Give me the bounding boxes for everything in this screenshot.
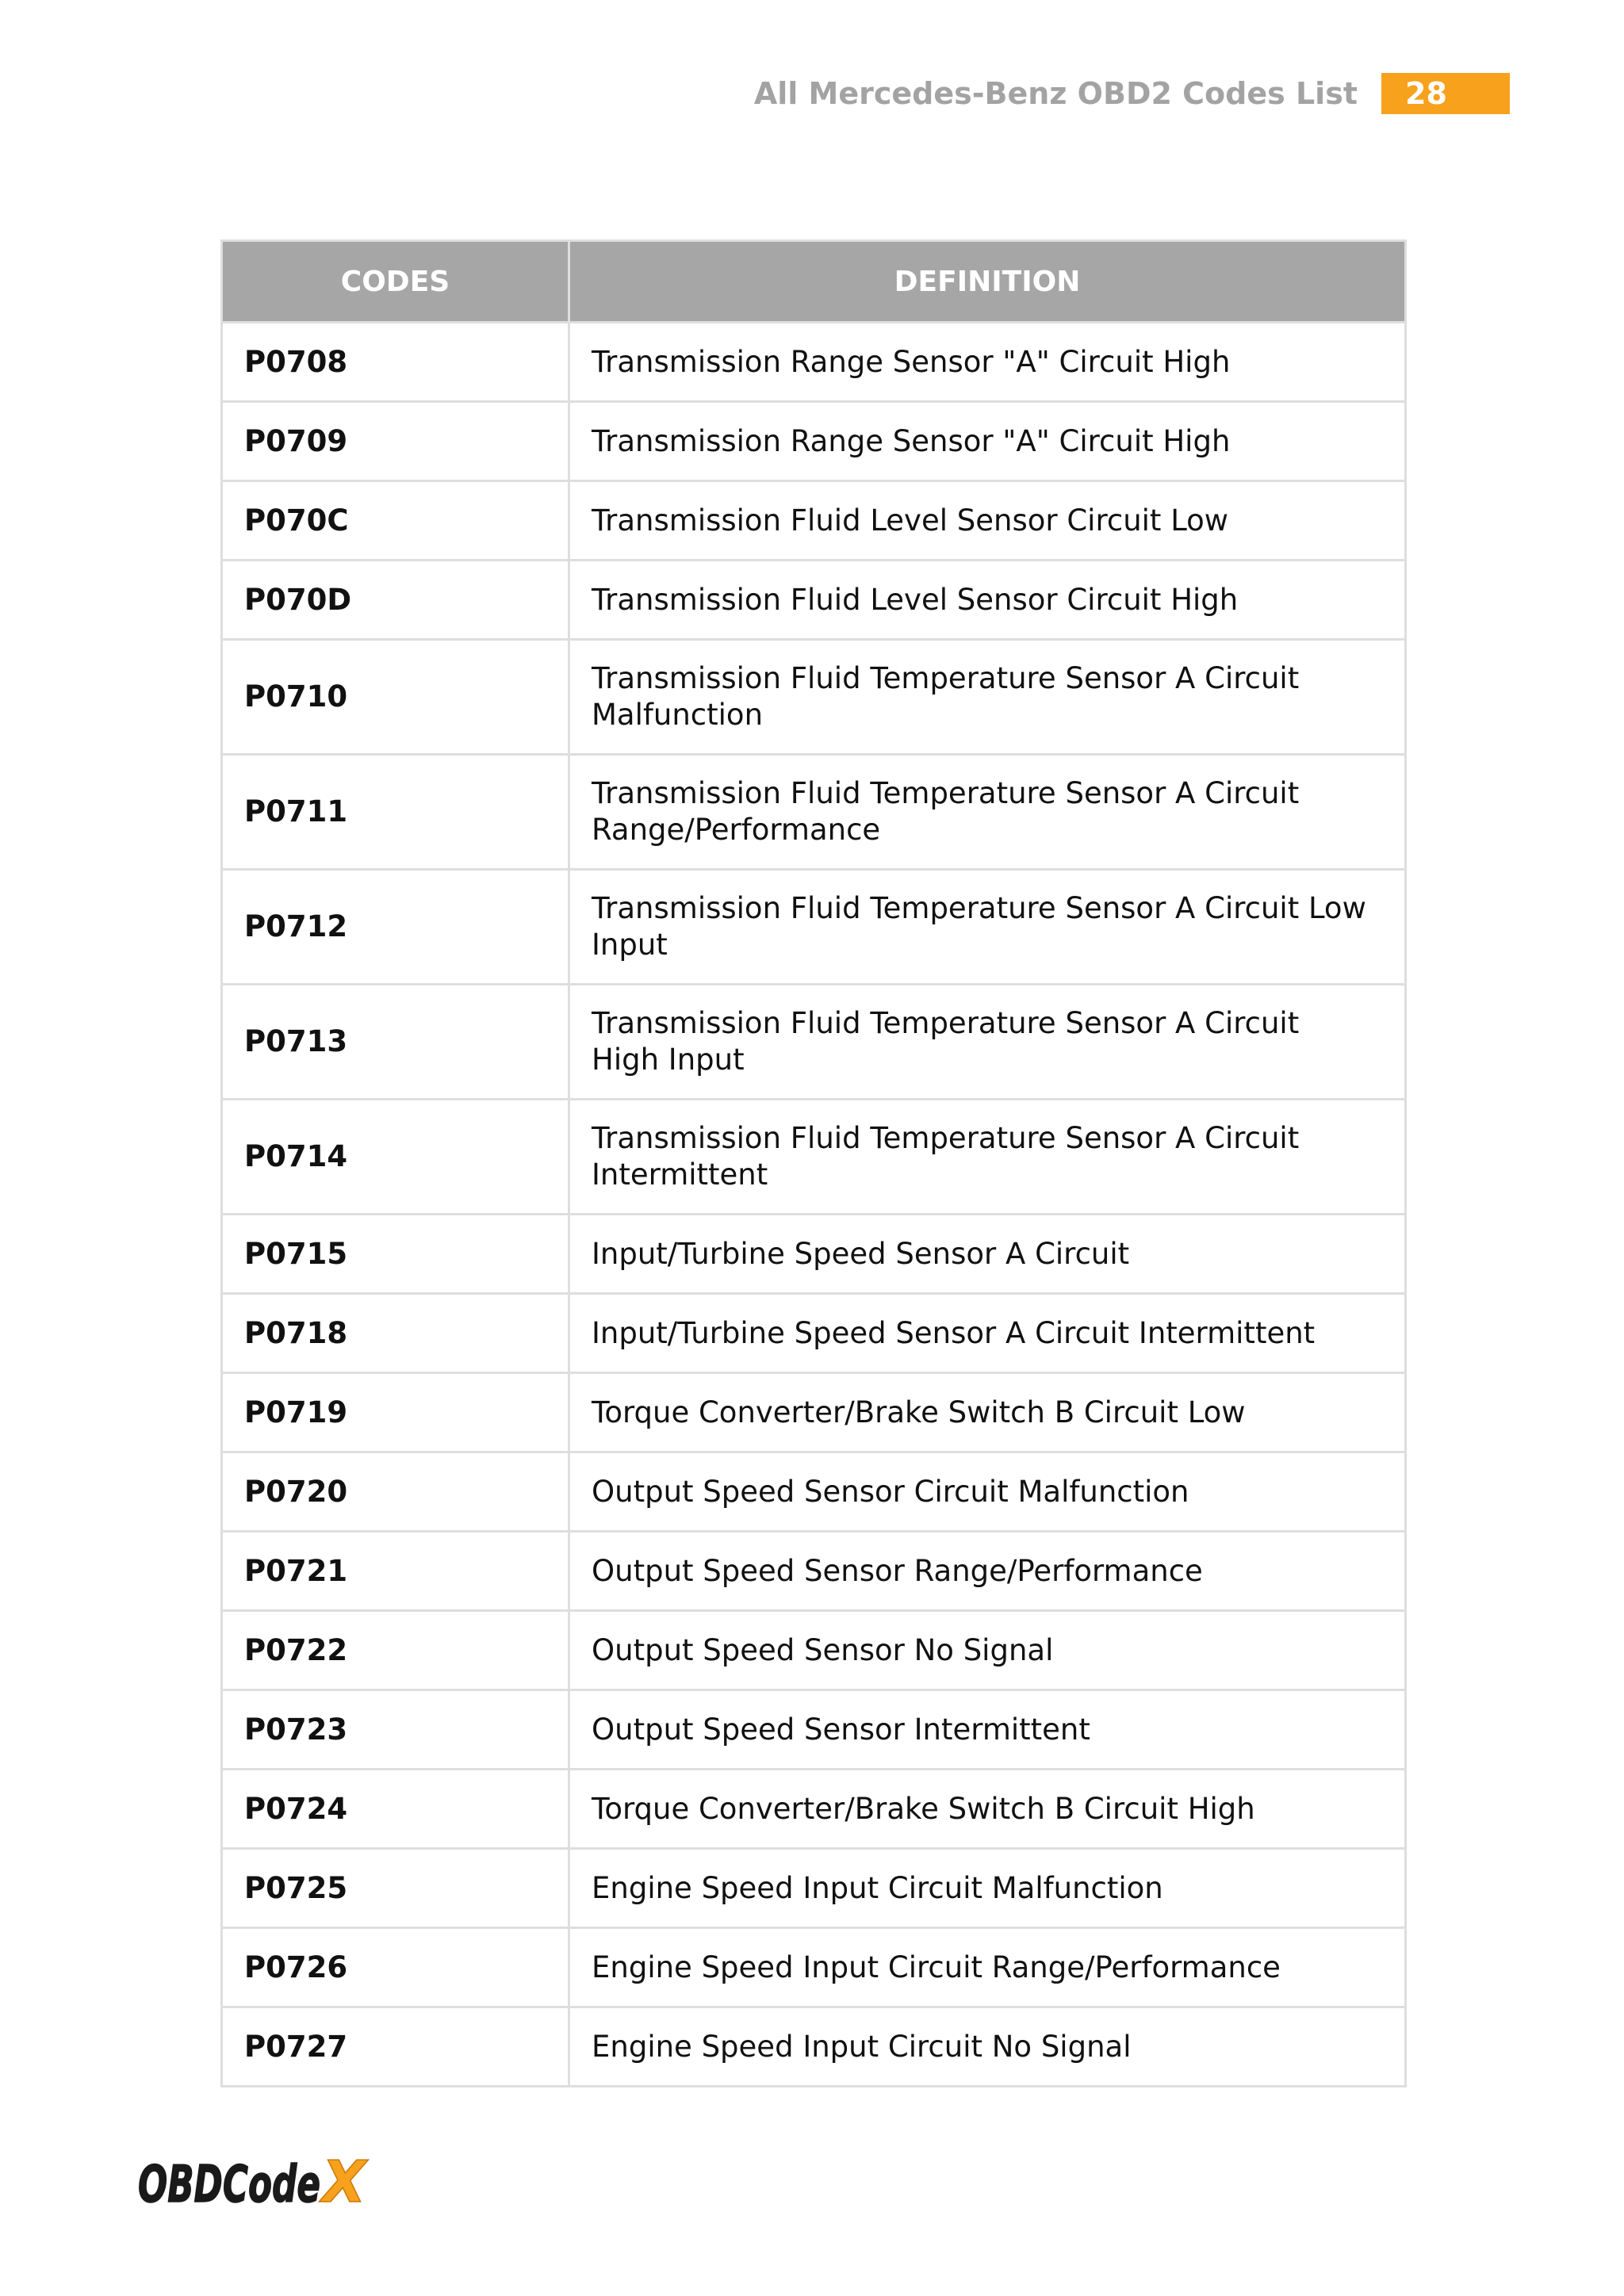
definition-cell: Output Speed Sensor Circuit Malfunction (569, 1452, 1406, 1532)
definition-cell: Output Speed Sensor No Signal (569, 1611, 1406, 1690)
code-cell: P070C (222, 481, 569, 561)
table-row (222, 402, 1406, 481)
code-cell: P0709 (222, 402, 569, 481)
definition-cell: Input/Turbine Speed Sensor A Circuit (569, 1215, 1406, 1294)
document-title: All Mercedes-Benz OBD2 Codes List (753, 76, 1358, 111)
code-cell: P0713 (222, 985, 569, 1100)
table-row (222, 1100, 1406, 1215)
definition-cell: Transmission Fluid Temperature Sensor A Circuit High Input (569, 985, 1406, 1100)
definition-cell: Engine Speed Input Circuit No Signal (569, 2007, 1406, 2087)
code-cell: P070D (222, 561, 569, 640)
page-header (754, 73, 1510, 114)
definition-cell: Torque Converter/Brake Switch B Circuit Low (569, 1373, 1406, 1452)
code-cell: P0715 (222, 1215, 569, 1294)
table-row (222, 1532, 1406, 1611)
code-cell: P0708 (222, 323, 569, 402)
table-row (222, 561, 1406, 640)
definition-cell: Transmission Range Sensor "A" Circuit High (569, 402, 1406, 481)
code-cell: P0711 (222, 755, 569, 870)
code-cell: P0725 (222, 1849, 569, 1928)
definition-cell: Transmission Fluid Level Sensor Circuit High (569, 561, 1406, 640)
definition-cell: Transmission Range Sensor "A" Circuit High (569, 323, 1406, 402)
definition-cell: Transmission Fluid Level Sensor Circuit Low (569, 481, 1406, 561)
page-number-badge: 28 (1381, 73, 1510, 114)
code-cell: P0722 (222, 1611, 569, 1690)
code-cell: P0710 (222, 640, 569, 755)
code-cell: P0712 (222, 870, 569, 985)
definition-cell: Output Speed Sensor Range/Performance (569, 1532, 1406, 1611)
definition-cell: Transmission Fluid Temperature Sensor A Circuit Intermittent (569, 1100, 1406, 1215)
code-cell: P0721 (222, 1532, 569, 1611)
code-cell: P0727 (222, 2007, 569, 2087)
obdcodex-logo-mark (136, 2152, 374, 2216)
code-cell: P0718 (222, 1294, 569, 1373)
table-row (222, 1452, 1406, 1532)
definition-cell: Engine Speed Input Circuit Range/Performance (569, 1928, 1406, 2007)
table-row (222, 1215, 1406, 1294)
table-row (222, 481, 1406, 561)
table-row (222, 1770, 1406, 1849)
definition-cell: Transmission Fluid Temperature Sensor A Circuit Range/Performance (569, 755, 1406, 870)
table-row (222, 1373, 1406, 1452)
definition-cell: Input/Turbine Speed Sensor A Circuit Intermittent (569, 1294, 1406, 1373)
code-cell: P0719 (222, 1373, 569, 1452)
definition-cell: Transmission Fluid Temperature Sensor A Circuit Malfunction (569, 640, 1406, 755)
table-row (222, 2007, 1406, 2087)
codes-table (220, 239, 1407, 2087)
code-cell: P0714 (222, 1100, 569, 1215)
table-row (222, 640, 1406, 755)
definition-cell: Engine Speed Input Circuit Malfunction (569, 1849, 1406, 1928)
table-row (222, 1294, 1406, 1373)
definition-cell: Transmission Fluid Temperature Sensor A Circuit Low Input (569, 870, 1406, 985)
table-row (222, 323, 1406, 402)
logo-accent-letter: X (322, 2152, 366, 2215)
table-row (222, 985, 1406, 1100)
column-header-codes: CODES (222, 241, 569, 323)
code-cell: P0726 (222, 1928, 569, 2007)
column-header-definition: DEFINITION (569, 241, 1406, 323)
definition-cell: Torque Converter/Brake Switch B Circuit High (569, 1770, 1406, 1849)
code-cell: P0723 (222, 1690, 569, 1770)
table-row (222, 1849, 1406, 1928)
code-cell: P0720 (222, 1452, 569, 1532)
definition-cell: Output Speed Sensor Intermittent (569, 1690, 1406, 1770)
obdcodex-logo (136, 2152, 374, 2216)
table-row (222, 1928, 1406, 2007)
table-row (222, 755, 1406, 870)
table-header-row (222, 241, 1406, 323)
logo-main-text: OBDCode (138, 2156, 320, 2214)
code-cell: P0724 (222, 1770, 569, 1849)
table-row (222, 1690, 1406, 1770)
table-row (222, 1611, 1406, 1690)
table-row (222, 870, 1406, 985)
